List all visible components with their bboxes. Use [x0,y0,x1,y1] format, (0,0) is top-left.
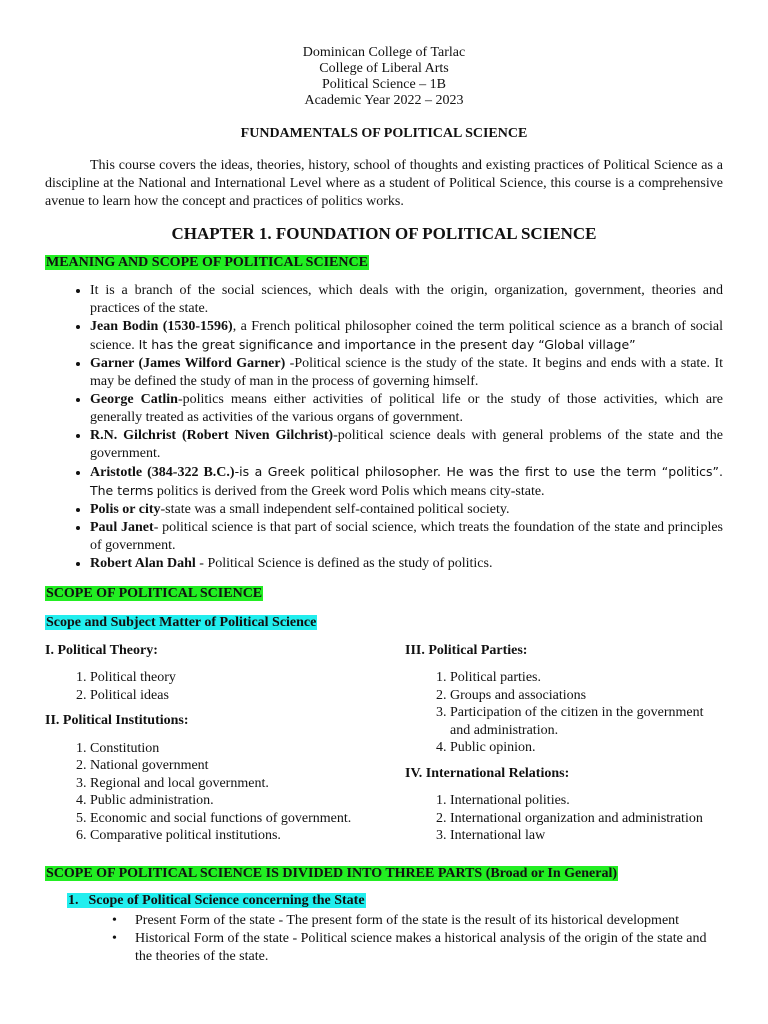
list-item: 3. International law [450,827,725,845]
list-item: 5. Economic and social functions of government. [90,810,405,828]
meaning-heading-text: MEANING AND SCOPE OF POLITICAL SCIENCE [46,255,368,270]
scope-columns [45,642,768,853]
definition-text: It is a branch of the social sciences, which deals with the origin, organization, government, theories and practices of the state. [90,282,723,316]
list-item: 2. Groups and associations [450,687,725,705]
three-parts-heading-text: SCOPE OF POLITICAL SCIENCE IS DIVIDED INTO THREE PARTS (Broad or In General) [46,865,618,881]
scope-subheading [45,614,768,632]
definition-text: - political science is that part of social science, which treats the foundation of the state and principles of government. [90,519,723,553]
definition-text: -politics means either activities of political life or the study of those activities, which are generally treated as activities of the various organs of government. [90,391,723,425]
scope-right-column [405,642,725,853]
document-header [0,0,768,109]
part-item-state [67,892,768,910]
school-name: Dominican College of Tarlac [302,45,466,60]
list-item: 2. International organization and administration [450,810,725,828]
term-name: Polis or city [90,501,161,517]
scope-heading [45,585,768,603]
definition-text: politics is derived from the Greek word Polis which means city-state. [153,483,545,499]
author-name: Jean Bodin (1530-1596) [90,318,233,334]
scope-subheading-text: Scope and Subject Matter of Political Science [46,615,317,630]
list-item: 2. National government [90,757,405,775]
political-institutions-title: II. Political Institutions: [45,713,189,728]
list-item: • Historical Form of the state - Political science makes a historical analysis of the origin of the state and the theories of the state. [135,930,723,966]
author-name: Paul Janet [90,519,154,535]
list-item [90,427,723,463]
list-item [90,463,723,501]
author-name: Garner (James Wilford Garner) [90,355,286,371]
author-name: Aristotle (384-322 B.C.) [90,464,235,480]
list-item: 6. Comparative political institutions. [90,827,405,845]
author-name: Robert Alan Dahl [90,555,196,571]
list-item: 1. International polities. [450,792,725,810]
definition-text: -political science deals with general problems of the state and the government. [90,427,724,461]
list-item: 2. Political ideas [90,687,405,705]
part-item-title: Scope of Political Science concerning the State [88,893,365,908]
list-item: 1. Political parties. [450,669,725,687]
international-relations-list [405,792,725,845]
international-relations-title: IV. International Relations: [405,765,570,781]
list-item: 4. Public opinion. [450,739,725,757]
three-parts-heading [45,865,768,883]
list-item: 3. Participation of the citizen in the government and administration. [450,704,725,739]
author-name: George Catlin [90,391,178,407]
list-item: 3. Regional and local government. [90,775,405,793]
political-theory-list [45,669,405,704]
political-parties-title: III. Political Parties: [405,642,528,658]
list-item [90,391,723,427]
list-item: 1. Constitution [90,740,405,758]
college-name: College of Liberal Arts [319,61,449,76]
definition-text-sans: It has the great significance and importance in the present day “Global village” [134,336,636,352]
definition-text: - Political Science is defined as the study of politics. [195,555,493,571]
list-item [90,555,723,573]
definition-text-sans: -is a Greek political philosopher. He was the first to use the term “politics”. The terms [90,463,723,498]
political-institutions-list [45,740,405,845]
list-item [90,318,723,355]
list-item: • Present Form of the state - The present form of the state is the result of its historical development [135,912,723,930]
list-item: 1. Political theory [90,669,405,687]
state-forms-list [135,912,723,966]
list-item [90,355,723,391]
chapter-title: CHAPTER 1. FOUNDATION OF POLITICAL SCIENCE [171,223,597,243]
political-parties-list [405,669,725,757]
author-name: R.N. Gilchrist (Robert Niven Gilchrist) [90,427,334,443]
meaning-heading [45,254,768,272]
definition-text: , a French political philosopher coined the term political science as a branch of social science. [90,318,723,353]
scope-heading-text: SCOPE OF POLITICAL SCIENCE [46,585,263,601]
definitions-list [45,282,723,573]
definition-text: -Political science is the study of the state. It begins and ends with a state. It may be defined the study of man in the process of governing himself. [90,355,723,389]
list-item: 4. Public administration. [90,792,405,810]
list-item [90,501,723,519]
political-theory-title: I. Political Theory: [45,642,158,658]
academic-year: Academic Year 2022 – 2023 [304,93,464,108]
list-item [90,282,723,318]
definition-text: -state was a small independent self-contained political society. [160,501,510,517]
part-item-number: 1. [68,893,79,908]
part-item-state-label [67,893,366,908]
list-item [90,519,723,555]
scope-left-column [45,642,405,853]
intro-paragraph: This course covers the ideas, theories, history, school of thoughts and existing practices of Political Science as a discipline at the National and International Level where as a student of Political Science, this course is a comprehensive avenue to learn how the concept and practices of politics works. [45,157,723,209]
program-name: Political Science – 1B [321,77,447,92]
document-title: FUNDAMENTALS OF POLITICAL SCIENCE [240,126,528,141]
